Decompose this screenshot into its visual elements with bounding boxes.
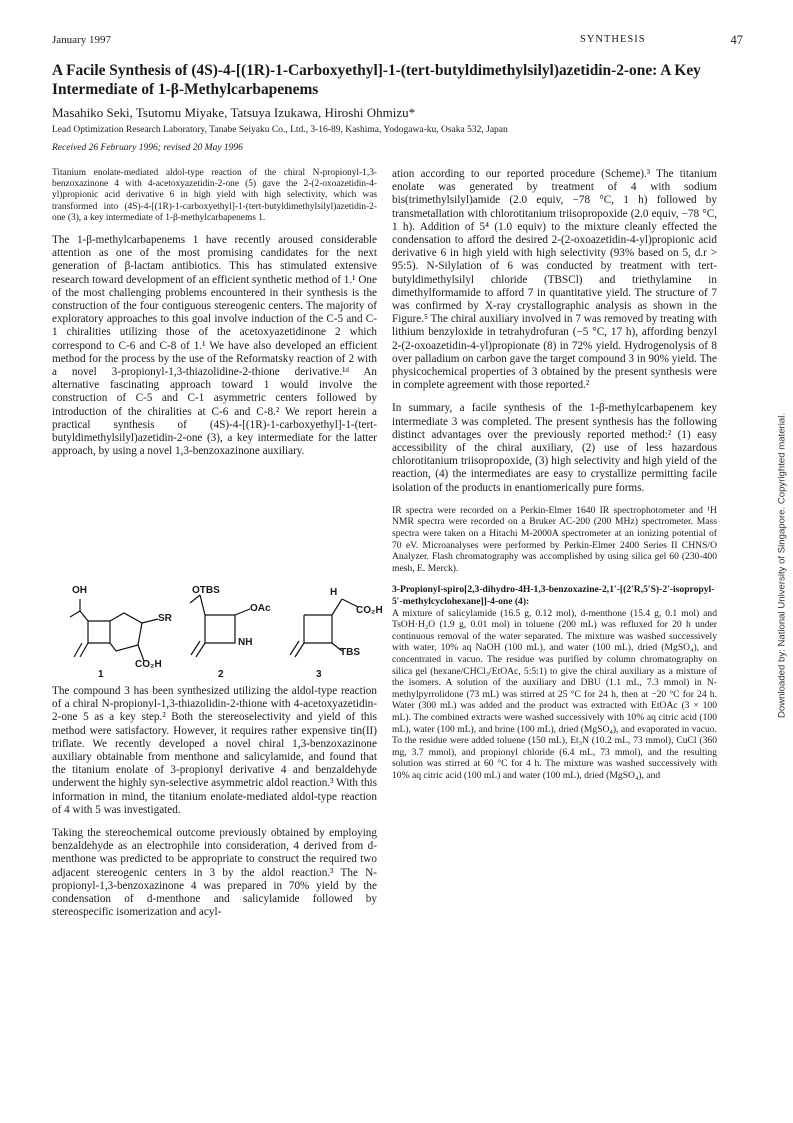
label-co2h-3: CO₂H xyxy=(356,605,383,616)
stereochem-paragraph: Taking the stereochemical outcome previously obtained by employing benzaldehyde as an electrophile into consideration, 4 derived from d-menthone was predicted to be appropriate to construct the required two adjacent stereogenic centers in 3 by the aldol reaction.³ The N-propionyl-1,3-benzoxazinone 4 was prepared in 70% yield by the condensation of d-menthone and salicylamide followed by stereospecific isomerization and acyl- xyxy=(52,827,377,919)
running-header xyxy=(52,34,743,50)
affiliation: Lead Optimization Research Laboratory, Tanabe Seiyaku Co., Ltd., 3-16-89, Kashima, Yodogawa-ku, Osaka 532, Japan xyxy=(52,125,508,135)
azetidinone-ring-2 xyxy=(205,615,235,643)
carbapenem-five-ring xyxy=(110,613,142,651)
issue-date: January 1997 xyxy=(52,34,111,46)
download-notice: Downloaded by: National University of Singapore. Copyrighted material. xyxy=(776,412,788,719)
azetidinone-ring-3 xyxy=(304,615,332,643)
article-title: A Facile Synthesis of (4S)-4-[(1R)-1-Carboxyethyl]-1-(tert-butyldimethylsilyl)azetidin-2-one: A Key Intermediate of 1-β-Methylcarbapenems xyxy=(52,62,701,98)
general-methods: IR spectra were recorded on a Perkin-Elmer 1640 IR spectrophotometer and ¹H NMR spectra were recorded on a Bruker AC-200 (200 MHz) spectrometer. Mass spectra were taken on a Hitachi M-2000A spectrometer at an ionizing potential of 70 eV. Microanalyses were performed by Perkin-Elmer 2400 Series II CHNS/O Analyzer. Flash chromatography was accomplished by using silica gel 60 (230-400 mesh, E. Merck). xyxy=(392,504,717,574)
aldol-paragraph: The compound 3 has been synthesized utilizing the aldol-type reaction of a chiral N-propionyl-1,3-thiazolidin-2-thione with 4-acetoxyazetidin-2-one 5 as a key step.² Both the stereoselectivity and yield of this method were satisfactory. However, it requires rather expensive tin(II) triflate. We recently developed a novel chiral 1,3-benzoxazinone auxiliary obtainable from menthone and salicylamide, and found that the titanium enolate of 3-propionyl derivative 4 and benzaldehyde underwent the highly syn-selective asymmetric aldol reaction.³ With this information in mind, the titanium enolate-mediated aldol-type reaction of 4 with 5 was investigated. xyxy=(52,685,377,816)
journal-name: SYNTHESIS xyxy=(580,34,646,45)
download-watermark xyxy=(772,360,786,800)
label-nh: NH xyxy=(238,637,253,648)
summary-paragraph: In summary, a facile synthesis of the 1-β-methylcarbapenem key intermediate 3 was completed. The present synthesis has the following distinct advantages over the previously reported method:² (1) easy accessibility of the chiral auxiliary, (2) use of less hazardous chlorotitanium triisopropoxide, (3) high selectivity and high yield of the reaction, (4) the intermediates are easy to crystallize permitting facile isolation of the products in enantiomerically pure forms. xyxy=(392,402,717,494)
right-column xyxy=(392,168,717,788)
structure-drawings xyxy=(60,585,380,675)
label-h: H xyxy=(330,587,338,598)
structure-figure xyxy=(60,585,383,680)
author-list: Masahiko Seki, Tsutomu Miyake, Tatsuya Izukawa, Hiroshi Ohmizu* xyxy=(52,105,416,120)
label-oh: OH xyxy=(72,585,87,596)
page-number: 47 xyxy=(730,33,743,47)
label-tbs: TBS xyxy=(340,647,360,658)
carbapenem-beta-lactam-ring xyxy=(80,611,110,643)
compound-number-2: 2 xyxy=(218,669,224,680)
compound-number-3: 3 xyxy=(316,669,322,680)
label-sr: SR xyxy=(158,613,172,624)
abstract: Titanium enolate-mediated aldol-type reaction of the chiral N-propionyl-1,3-benzoxazinone 4 with 4-acetoxyazetidin-2-one (5) gave the 2-(2-oxoazetidin-4-yl)propionic acid derivative 6 in high yield with high selectivity, which was transformed into (4S)-4-[(1R)-1-carboxyethyl]-1-(tert-butyldimethylsilyl)azetidin-2-one (3), a key intermediate of 1-β-methylcarbapenems 1. xyxy=(52,168,377,223)
compound-4-heading: 3-Propionyl-spiro[2,3-dihydro-4H-1,3-benzoxazine-2,1′-[(2′R,5′S)-2′-isopropyl-5′-methylcyclohexane]]-4-one (4): xyxy=(392,584,715,608)
label-otbs: OTBS xyxy=(192,585,220,596)
received-dates: Received 26 February 1996; revised 20 May 1996 xyxy=(52,143,243,153)
compound-4-procedure: A mixture of salicylamide (16.5 g, 0.12 mol), d-menthone (15.4 g, 0.1 mol) and TsOH·H₂O (1.9 g, 0.01 mol) in toluene (200 mL) was refluxed for 20 h under continuous removal of the water separated. The mixture was washed successively with water, 10% aq NaOH (100 mL), and water (100 mL), dried (MgSO₄), and concentrated in vacuo. The residue was purified by column chromatography on silica gel (hexane/CHCl₃/EtOAc, 5:5:1) to give the chiral auxiliary as a mixture of the isomers. A solution of the auxiliary and DBU (1.1 mL, 7.3 mmol) in N-methylpyrrolidone (73 mL) was stirred at 25 °C for 24 h, then at −20 °C for 24 h. Water (300 mL) was added and the product was extracted with EtOAc (3 × 100 mL). The combined extracts were washed successively with 10% aq citric acid (100 mL), water (100 mL), and brine (100 mL), dried (MgSO₄), and evaporated in vacuo. To the residue were added toluene (150 mL), Et₃N (10.2 mL, 73 mmol), CuCl (360 mg, 3.7 mmol), and propionyl chloride (6.4 mL, 73 mmol), and the resulting solution was stirred at 60 °C for 4 h. The mixture was washed successively with 10% aq citric acid (100 mL) and water (100 mL), dried (MgSO₄), and xyxy=(392,607,717,781)
left-column-lower xyxy=(52,685,377,929)
compound-number-1: 1 xyxy=(98,669,104,680)
label-co2h-1: CO₂H xyxy=(135,659,162,670)
left-column xyxy=(52,168,377,468)
label-oac: OAc xyxy=(250,603,271,614)
intro-paragraph: The 1-β-methylcarbapenems 1 have recently aroused considerable attention as one of the most promising candidates for the next generation of β-lactam antibiotics. This has stimulated extensive research toward development of an efficient synthetic method of 1.¹ One of the most challenging problems encountered in their synthesis is the construction of the four contiguous stereogenic centers. The majority of exploratory approaches to this goal involve induction of the C-5 and C-1 chiralities utilizing those of the acetoxyazetidinone 2 which correspond to C-6 and C-8 of 1.¹ We have also developed an efficient method for the process by the use of the Reformatsky reaction of 2 with a novel 3-propionyl-1,3-thiazolidine-2-thione derivative.¹ᵈ An alternative fascinating approach toward 1 would involve the construction of C-5 and C-1 asymmetric centers followed by introduction of the chiralities at C-6 and C-8.² We report herein a practical synthesis of (4S)-4-[(1R)-1-carboxyethyl]-1-(tert-butyldimethylsilyl)azetidin-2-one (3), a key intermediate for the latter approach, by using a novel 1,3-benzoxazinone auxiliary. xyxy=(52,234,377,458)
procedure-paragraph: ation according to our reported procedure (Scheme).³ The titanium enolate was generated by treatment of 4 with sodium bis(trimethylsilyl)amide (2.0 equiv, −78 °C, 1 h) followed by transmetallation with chlorotitanium triisopropoxide (2.0 equiv, −78 °C, 1 h). Addition of 5⁴ (1.0 equiv) to the mixture cleanly effected the condensation to afford the desired 2-(2-oxoazetidin-4-yl)propionic acid derivative 6 in high yield with high selectivity (93% based on 5, d.r > 95:5). N-Silylation of 6 was conducted by treatment with tert-butyldimethylsilyl chloride (TBSCl) and triethylamine in dimethylformamide to afford 7 in quantitative yield. The structure of 7 was confirmed by X-ray crystallographic analysis as shown in the Figure.⁵ The chiral auxiliary involved in 7 was removed by treating with lithium benzyloxide in tetrahydrofuran (−5 °C, 17 h), affording benzyl 2-(2-oxoazetidin-4-yl)propionate (8) in 72% yield. Hydrogenolysis of 8 over palladium on carbon gave the target compound 3 in 90% yield. The physicochemical properties of 3 obtained by the present synthesis were in complete agreement with those reported.² xyxy=(392,168,717,392)
experimental-section xyxy=(392,505,717,782)
